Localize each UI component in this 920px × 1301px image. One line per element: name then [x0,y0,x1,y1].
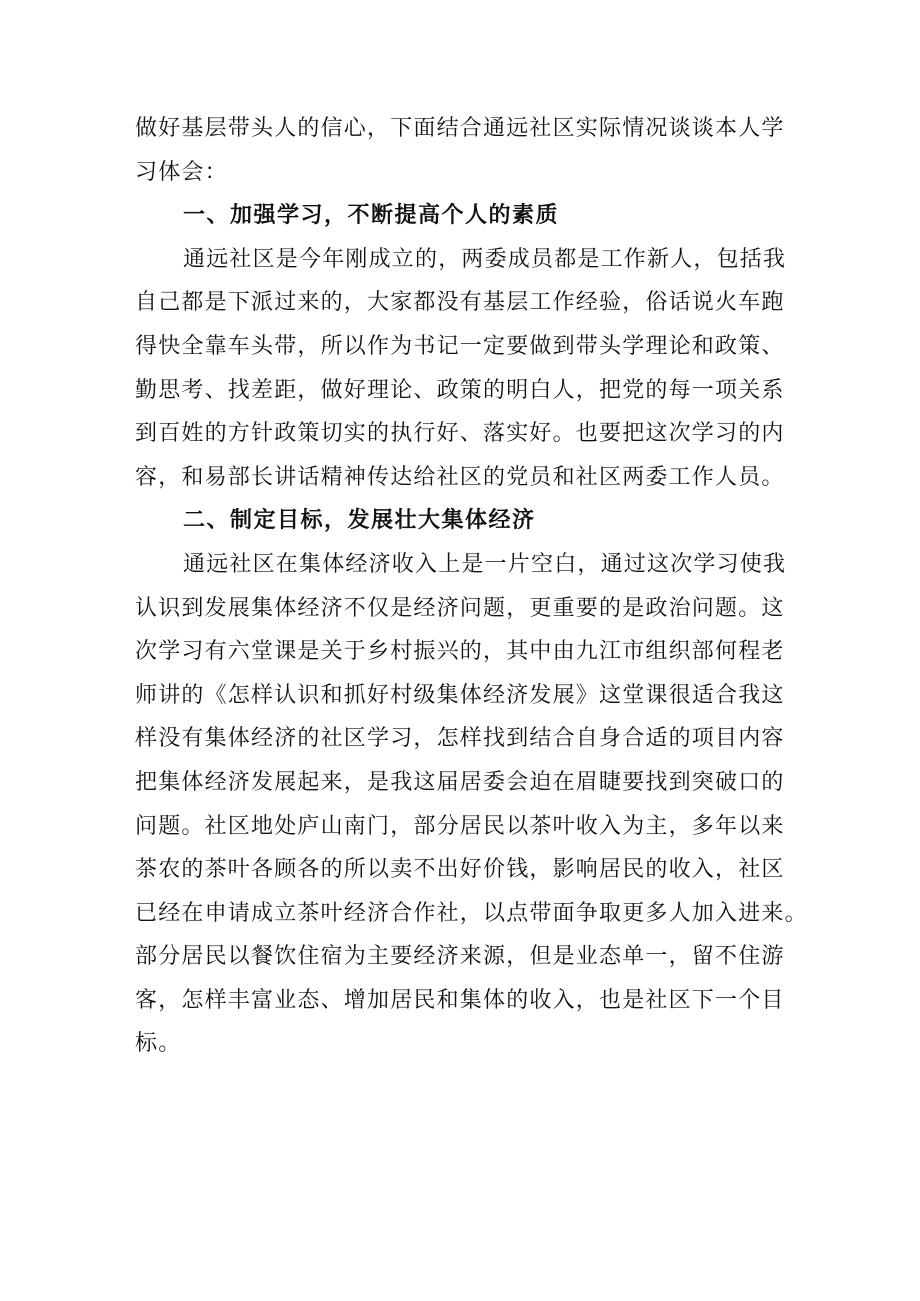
paragraph-line: 认识到发展集体经济不仅是经济问题，更重要的是政治问题。这 [135,595,785,621]
paragraph-line: 习体会： [135,159,228,185]
paragraph-line: 得快全靠车头带，所以作为书记一定要做到带头学理论和政策、 [135,333,785,359]
paragraph-line: 问题。社区地处庐山南门，部分居民以茶叶收入为主，多年以来 [135,813,785,839]
section-heading-1: 一、加强学习，不断提高个人的素质 [183,203,560,229]
paragraph-line: 部分居民以餐饮住宿为主要经济来源，但是业态单一，留不住游 [135,944,785,970]
paragraph-line: 把集体经济发展起来，是我这届居委会迫在眉睫要找到突破口的 [135,769,785,795]
paragraph-line: 已经在申请成立茶叶经济合作社，以点带面争取更多人加入进来。 [135,900,808,926]
paragraph-line: 客，怎样丰富业态、增加居民和集体的收入，也是社区下一个目 [135,987,785,1013]
paragraph-line: 标。 [135,1031,182,1057]
document-body [135,107,808,1066]
paragraph-line: 次学习有六堂课是关于乡村振兴的，其中由九江市组织部何程老 [135,639,785,665]
paragraph-line: 样没有集体经济的社区学习，怎样找到结合自身合适的项目内容 [135,726,785,752]
paragraph-line: 勤思考、找差距，做好理论、政策的明白人，把党的每一项关系 [135,377,785,403]
section-heading-2: 二、制定目标，发展壮大集体经济 [183,508,536,534]
paragraph-line: 到百姓的方针政策切实的执行好、落实好。也要把这次学习的内 [135,421,785,447]
paragraph-line: 自己都是下派过来的，大家都没有基层工作经验，俗话说火车跑 [135,290,785,316]
paragraph-first-line: 通远社区是今年刚成立的，两委成员都是工作新人，包括我 [183,246,787,272]
paragraph-first-line: 通远社区在集体经济收入上是一片空白，通过这次学习使我 [183,551,787,577]
paragraph-line: 做好基层带头人的信心，下面结合通远社区实际情况谈谈本人学 [135,116,785,141]
paragraph-line: 茶农的茶叶各顾各的所以卖不出好价钱，影响居民的收入，社区 [135,857,785,883]
paragraph-line: 容，和易部长讲话精神传达给社区的党员和社区两委工作人员。 [135,464,785,490]
paragraph-line: 师讲的《怎样认识和抓好村级集体经济发展》这堂课很适合我这 [135,682,785,708]
